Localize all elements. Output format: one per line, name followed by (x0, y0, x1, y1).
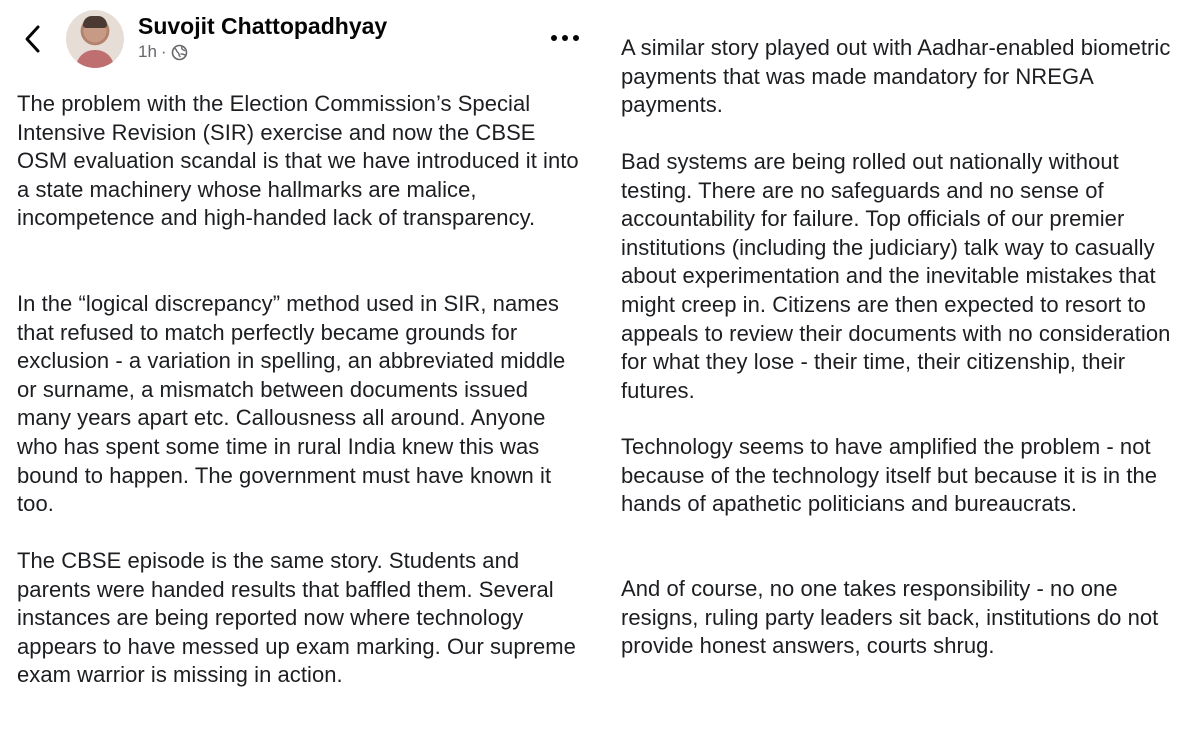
back-button[interactable] (18, 22, 48, 56)
chevron-left-icon (23, 24, 43, 54)
globe-icon[interactable] (171, 43, 189, 61)
avatar-hair (83, 16, 107, 28)
more-horizontal-icon (550, 34, 580, 42)
post-paragraph: And of course, no one takes responsibility - no one resigns, ruling party leaders sit back, institutions do not provide honest answers, courts shrug. (621, 576, 1159, 659)
more-options-button[interactable] (546, 28, 584, 48)
post-paragraph: Technology seems to have amplified the problem - not because of the technology itself but because it is in the hands of apathetic politicians and bureaucrats. (621, 434, 1158, 517)
post-paragraph: In the “logical discrepancy” method used in SIR, names that refused to match perfectly became grounds for exclusion - a variation in spelling, an abbreviated middle or surname, a mismatch between documents issued many years apart etc. Callousness all around. Anyone who has spent some time in rural India knew this was bound to happen. The government must have known it too. (17, 291, 566, 517)
author-name[interactable]: Suvojit Chattopadhyay (138, 13, 388, 39)
post-paragraph: The CBSE episode is the same story. Students and parents were handed results that baffled them. Several instances are being reported now where technology appears to have messed up exam marking. Our supreme exam warrior is missing in action. (17, 548, 576, 688)
avatar[interactable] (66, 10, 124, 68)
post-meta (138, 42, 189, 62)
meta-separator: · (160, 42, 167, 61)
post-left-column (0, 0, 598, 729)
post-paragraph: Bad systems are being rolled out nationally without testing. There are no safeguards and no sense of accountability for failure. Top officials of our premier institutions (including the judiciary) talk way to casually about experimentation and the inevitable mistakes that might creep in. Citizens are then expected to resort to appeals to review their documents with no consideration for what they lose - their time, their citizenship, their futures. (621, 149, 1171, 403)
avatar-shirt (76, 50, 114, 68)
post-right-column (598, 0, 1200, 729)
post-paragraph: The problem with the Election Commission’s Special Intensive Revision (SIR) exercise and now the CBSE OSM evaluation scandal is that we have introduced it into a state machinery whose hallmarks are malice, incompetence and high-handed lack of transparency. (17, 91, 579, 231)
post-header (0, 0, 598, 80)
post-paragraph: A similar story played out with Aadhar-enabled biometric payments that was made mandatory for NREGA payments. (621, 35, 1171, 118)
post-time[interactable]: 1h (138, 42, 157, 61)
